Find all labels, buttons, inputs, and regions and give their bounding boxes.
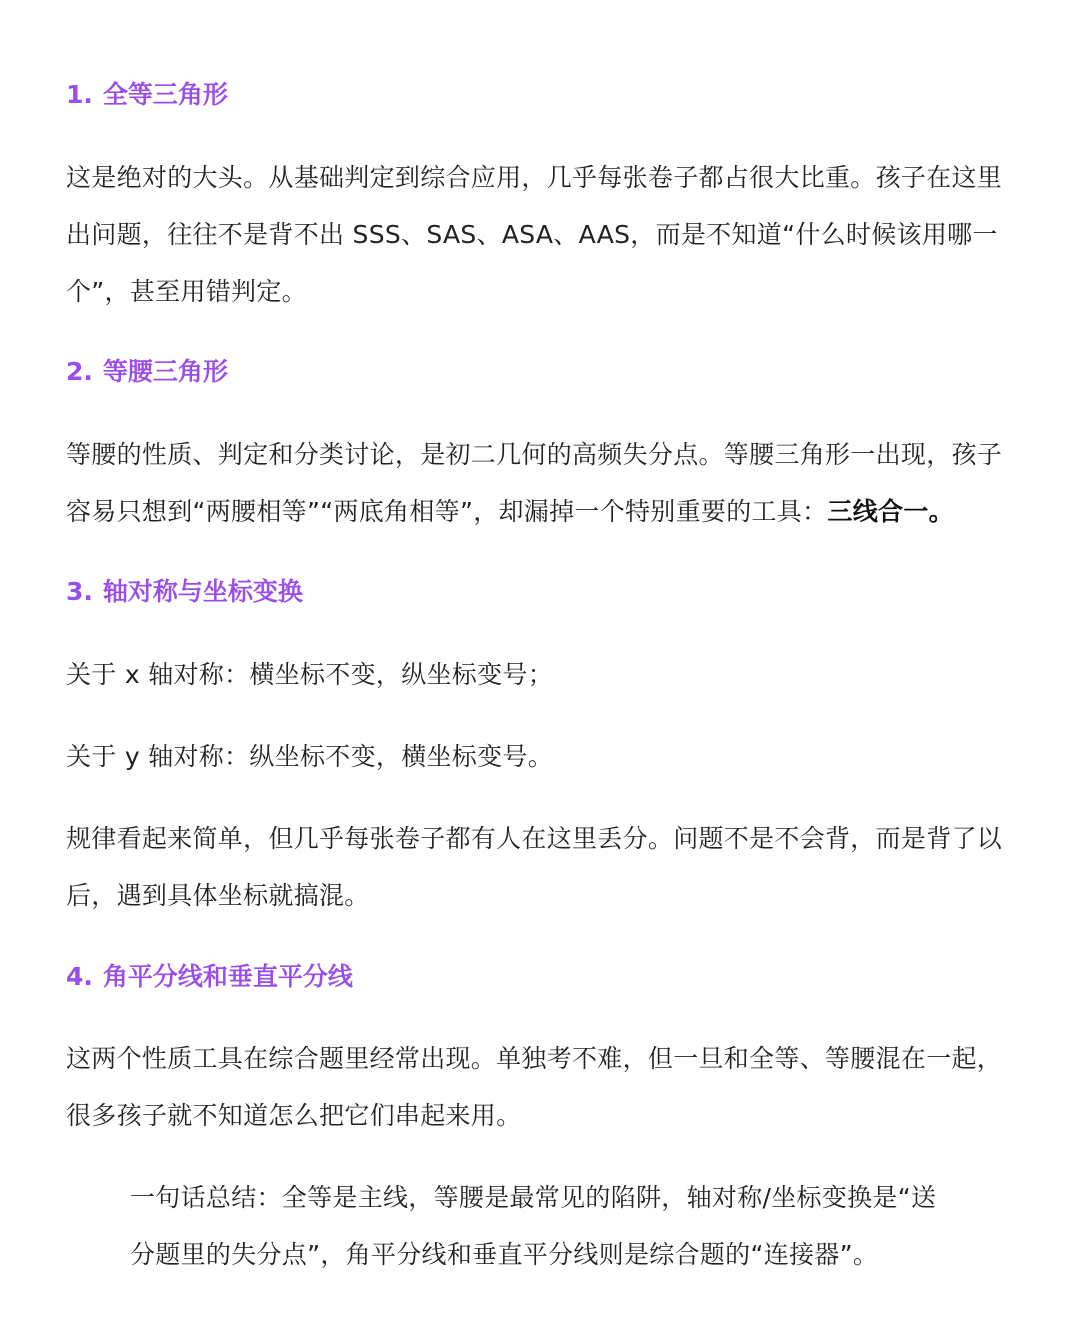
- summary-quote: 一句话总结：全等是主线，等腰是最常见的陷阱，轴对称/坐标变换是“送分题里的失分点”，角平分线和垂直平分线则是综合题的“连接器”。: [130, 1183, 937, 1269]
- section-3-rule-y: 关于 y 轴对称：纵坐标不变，横坐标变号。: [66, 742, 553, 771]
- section-3-title: 轴对称与坐标变换: [102, 577, 303, 606]
- section-2-heading: [66, 355, 228, 389]
- section-3-paragraph: 规律看起来简单，但几乎每张卷子都有人在这里丢分。问题不是不会背，而是背了以后，遇到具体坐标就搞混。: [66, 824, 1003, 910]
- section-1-number: 1.: [66, 80, 93, 109]
- section-1-heading: [66, 78, 228, 112]
- section-2-emphasis: 三线合一。: [827, 497, 954, 526]
- section-4-heading: [66, 960, 353, 994]
- section-3-number: 3.: [66, 577, 93, 606]
- section-1-title: 全等三角形: [102, 80, 228, 109]
- section-3-heading: [66, 575, 303, 609]
- section-4-number: 4.: [66, 962, 93, 991]
- section-4-title: 角平分线和垂直平分线: [102, 962, 353, 991]
- section-2-paragraph: [66, 426, 1016, 540]
- section-4-paragraph: 这两个性质工具在综合题里经常出现。单独考不难，但一旦和全等、等腰混在一起，很多孩子就不知道怎么把它们串起来用。: [66, 1044, 1003, 1130]
- section-3-rule-x: 关于 x 轴对称：横坐标不变，纵坐标变号；: [66, 660, 553, 689]
- section-2-number: 2.: [66, 357, 93, 386]
- section-2-title: 等腰三角形: [102, 357, 228, 386]
- section-1-paragraph: 这是绝对的大头。从基础判定到综合应用，几乎每张卷子都占很大比重。孩子在这里出问题，往往不是背不出 SSS、SAS、ASA、AAS，而是不知道“什么时候该用哪一个”，甚至用错判定。: [66, 163, 1003, 306]
- section-2-text: 等腰的性质、判定和分类讨论，是初二几何的高频失分点。等腰三角形一出现，孩子容易只想到“两腰相等”“两底角相等”，却漏掉一个特别重要的工具：: [66, 440, 1003, 526]
